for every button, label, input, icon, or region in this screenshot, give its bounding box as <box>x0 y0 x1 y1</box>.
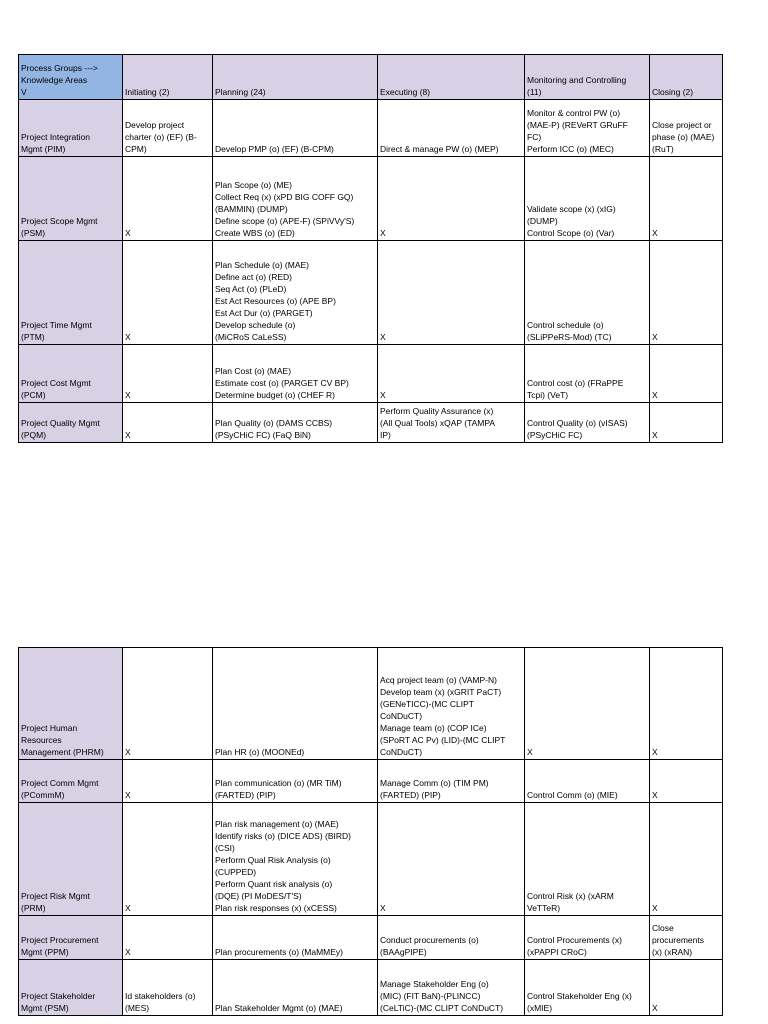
cell-executing: X <box>378 157 525 241</box>
cell-closing: X <box>650 960 723 1016</box>
cell-monitoring: Control Comm (o) (MIE) <box>525 760 650 803</box>
cell-initiating: Id stakeholders (o) (MES) <box>123 960 213 1016</box>
knowledge-area-label: Project Scope Mgmt (PSM) <box>19 157 123 241</box>
table-row <box>19 760 723 803</box>
cell-initiating: Develop project charter (o) (EF) (B- CPM) <box>123 100 213 157</box>
knowledge-area-label: Project Human Resources Management (PHRM) <box>19 648 123 760</box>
knowledge-area-label: Project Quality Mgmt (PQM) <box>19 403 123 443</box>
table-row <box>19 916 723 960</box>
cell-initiating: X <box>123 403 213 443</box>
cell-planning: Plan HR (o) (MOONEd) <box>213 648 378 760</box>
cell-monitoring: X <box>525 648 650 760</box>
table-row <box>19 345 723 403</box>
corner-header: Process Groups ---> Knowledge Areas V <box>19 55 123 100</box>
cell-initiating: X <box>123 648 213 760</box>
cell-executing: X <box>378 345 525 403</box>
cell-planning: Plan Cost (o) (MAE) Estimate cost (o) (PARGET CV BP) Determine budget (o) (CHEF R) <box>213 345 378 403</box>
knowledge-area-label: Project Risk Mgmt (PRM) <box>19 803 123 916</box>
knowledge-area-label: Project Procurement Mgmt (PPM) <box>19 916 123 960</box>
knowledge-area-label: Project Integration Mgmt (PIM) <box>19 100 123 157</box>
cell-planning: Plan risk management (o) (MAE) Identify risks (o) (DICE ADS) (BIRD) (CSI) Perform Qual Risk Analysis (o) (CUPPED) Perform Quant risk analysis (o) (DQE) (PI MoDES/T'S) Plan risk responses (x) (xCESS) <box>213 803 378 916</box>
cell-planning: Plan Schedule (o) (MAE) Define act (o) (RED) Seq Act (o) (PLeD) Est Act Resources (o) (APE BP) Est Act Dur (o) (PARGET) Develop schedule (o) (MiCRoS CaLeSS) <box>213 241 378 345</box>
process-matrix-table-2 <box>18 647 723 1016</box>
cell-monitoring: Control Quality (o) (vISAS) (PSyCHiC FC) <box>525 403 650 443</box>
cell-monitoring: Control schedule (o) (SLiPPeRS-Mod) (TC) <box>525 241 650 345</box>
cell-initiating: X <box>123 345 213 403</box>
cell-executing: Conduct procurements (o) (BAAgPIPE) <box>378 916 525 960</box>
cell-executing: Direct & manage PW (o) (MEP) <box>378 100 525 157</box>
cell-monitoring: Control Procurements (x) (xPAPPI CRoC) <box>525 916 650 960</box>
cell-closing: X <box>650 803 723 916</box>
cell-planning: Plan Stakeholder Mgmt (o) (MAE) <box>213 960 378 1016</box>
col-header-monitoring: Monitoring and Controlling (11) <box>525 55 650 100</box>
cell-planning: Develop PMP (o) (EF) (B-CPM) <box>213 100 378 157</box>
process-matrix-table-1 <box>18 54 723 443</box>
cell-initiating: X <box>123 916 213 960</box>
cell-executing: Perform Quality Assurance (x) (All Qual Tools) xQAP (TAMPA IP) <box>378 403 525 443</box>
cell-closing: X <box>650 403 723 443</box>
cell-monitoring: Control Stakeholder Eng (x) (xMIE) <box>525 960 650 1016</box>
knowledge-area-label: Project Stakeholder Mgmt (PSM) <box>19 960 123 1016</box>
cell-closing: X <box>650 648 723 760</box>
table-row <box>19 960 723 1016</box>
cell-planning: Plan communication (o) (MR TiM) (FARTED) (PIP) <box>213 760 378 803</box>
cell-closing: X <box>650 345 723 403</box>
cell-monitoring: Control Risk (x) (xARM VeTTeR) <box>525 803 650 916</box>
cell-closing: Close procurements (x) (xRAN) <box>650 916 723 960</box>
cell-initiating: X <box>123 803 213 916</box>
cell-executing: Acq project team (o) (VAMP-N) Develop team (x) (xGRIT PaCT) (GENeTICC)-(MC CLIPT CoNDuCT) Manage team (o) (COP ICe) (SPoRT AC Pv) (LID)-(MC CLIPT CoNDuCT) <box>378 648 525 760</box>
cell-closing: X <box>650 241 723 345</box>
cell-initiating: X <box>123 760 213 803</box>
cell-closing: Close project or phase (o) (MAE) (RuT) <box>650 100 723 157</box>
table-row <box>19 241 723 345</box>
cell-monitoring: Monitor & control PW (o) (MAE-P) (REVeRT GRuFF FC) Perform ICC (o) (MEC) <box>525 100 650 157</box>
col-header-initiating: Initiating (2) <box>123 55 213 100</box>
col-header-planning: Planning (24) <box>213 55 378 100</box>
cell-executing: Manage Stakeholder Eng (o) (MIC) (FIT BaN)-(PLINCC) (CeLTiC)-(MC CLIPT CoNDuCT) <box>378 960 525 1016</box>
cell-closing: X <box>650 157 723 241</box>
header-row <box>19 55 723 100</box>
cell-executing: X <box>378 241 525 345</box>
table-row <box>19 803 723 916</box>
knowledge-area-label: Project Cost Mgmt (PCM) <box>19 345 123 403</box>
cell-monitoring: Control cost (o) (FRaPPE Tcpi) (VeT) <box>525 345 650 403</box>
col-header-closing: Closing (2) <box>650 55 723 100</box>
cell-executing: Manage Comm (o) (TIM PM) (FARTED) (PIP) <box>378 760 525 803</box>
cell-planning: Plan procurements (o) (MaMMEy) <box>213 916 378 960</box>
knowledge-area-label: Project Comm Mgmt (PCommM) <box>19 760 123 803</box>
cell-executing: X <box>378 803 525 916</box>
knowledge-area-label: Project Time Mgmt (PTM) <box>19 241 123 345</box>
cell-planning: Plan Scope (o) (ME) Collect Req (x) (xPD BIG COFF GQ) (BAMMIN) (DUMP) Define scope (o) (APE-F) (SPiVVy'S) Create WBS (o) (ED) <box>213 157 378 241</box>
col-header-executing: Executing (8) <box>378 55 525 100</box>
cell-closing: X <box>650 760 723 803</box>
cell-planning: Plan Quality (o) (DAMS CCBS) (PSyCHiC FC) (FaQ BiN) <box>213 403 378 443</box>
cell-initiating: X <box>123 241 213 345</box>
cell-initiating: X <box>123 157 213 241</box>
table-row <box>19 100 723 157</box>
table-row <box>19 648 723 760</box>
table-row <box>19 403 723 443</box>
table-row <box>19 157 723 241</box>
cell-monitoring: Validate scope (x) (xIG) (DUMP) Control Scope (o) (Var) <box>525 157 650 241</box>
